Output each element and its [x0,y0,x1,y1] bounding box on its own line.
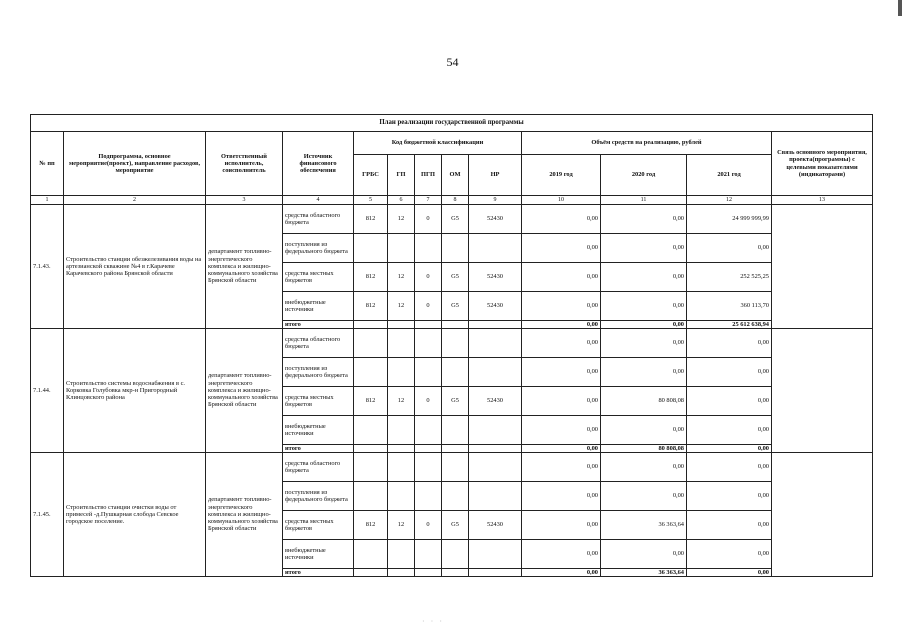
total-empty-cell [388,321,415,329]
total-empty-cell [354,445,388,453]
item-responsible: департамент топливно-энергетического комплекса и жилищно-коммунального хозяйства Брянской области [206,453,283,577]
code-om: G5 [442,205,469,234]
code-pgp: 0 [415,205,442,234]
header-budget-code: Код бюджетной классификации [354,132,522,155]
code-nr [469,453,522,482]
amount-2019: 0,00 [522,453,601,482]
total-empty-cell [442,321,469,329]
amount-2019: 0,00 [522,329,601,358]
code-nr [469,234,522,263]
scan-edge-mark [898,0,902,16]
item-name: Строительство системы водоснабжения в с. Корковка Голубовка мкр-н Пригородный Клинцовского района [64,329,206,453]
amount-2020: 0,00 [601,453,687,482]
code-gp [388,540,415,569]
code-nr: 52430 [469,205,522,234]
col-number: 2 [64,196,206,205]
funding-source: средства местных бюджетов [283,387,354,416]
code-grbs: 812 [354,387,388,416]
col-number: 1 [31,196,64,205]
table-row [31,205,873,234]
total-2021: 0,00 [687,569,772,577]
code-om [442,482,469,511]
code-nr [469,482,522,511]
total-2020: 80 808,08 [601,445,687,453]
header-num: № пп [31,132,64,196]
total-empty-cell [354,569,388,577]
col-number: 10 [522,196,601,205]
program-plan-table [30,114,873,577]
code-gp [388,416,415,445]
total-2019: 0,00 [522,445,601,453]
amount-2021: 0,00 [687,358,772,387]
header-pgp: ПГП [415,155,442,196]
total-empty-cell [388,569,415,577]
amount-2019: 0,00 [522,292,601,321]
funding-source: средства областного бюджета [283,329,354,358]
code-om [442,329,469,358]
code-pgp [415,234,442,263]
code-pgp: 0 [415,387,442,416]
header-link: Связь основного мероприятия, проекта(программы) с целевыми показателями (индикаторами) [772,132,873,196]
funding-source: средства областного бюджета [283,205,354,234]
col-number: 13 [772,196,873,205]
total-label: итого [283,321,354,329]
col-number: 11 [601,196,687,205]
code-nr [469,416,522,445]
header-gp: ГП [388,155,415,196]
code-grbs: 812 [354,205,388,234]
code-gp: 12 [388,387,415,416]
code-nr: 52430 [469,387,522,416]
code-grbs: 812 [354,263,388,292]
total-empty-cell [354,321,388,329]
indicator-link [772,329,873,453]
code-om [442,358,469,387]
col-number: 9 [469,196,522,205]
code-om [442,416,469,445]
item-number: 7.1.44. [31,329,64,453]
header-row-1 [31,132,873,155]
funding-source: поступления из федерального бюджета [283,358,354,387]
item-name: Строительство станции очистки воды от примесей -д.Пушкарная слобода Севское городское поселение. [64,453,206,577]
amount-2021: 24 999 999,99 [687,205,772,234]
table-title-row [31,115,873,132]
code-om: G5 [442,292,469,321]
item-name: Строительство станции обезжелезивания воды на артезианской скважине №4 в г.Карачеве Карачевского района Брянской области [64,205,206,329]
total-2021: 0,00 [687,445,772,453]
item-responsible: департамент топливно-энергетического комплекса и жилищно-коммунального хозяйства Брянской области [206,205,283,329]
amount-2019: 0,00 [522,263,601,292]
total-empty-cell [469,445,522,453]
indicator-link [772,453,873,577]
total-label: итого [283,569,354,577]
header-2020: 2020 год [601,155,687,196]
amount-2019: 0,00 [522,482,601,511]
amount-2019: 0,00 [522,358,601,387]
header-source: Источник финансового обеспечения [283,132,354,196]
code-grbs [354,540,388,569]
total-2021: 25 612 638,94 [687,321,772,329]
amount-2020: 36 363,64 [601,511,687,540]
amount-2019: 0,00 [522,540,601,569]
total-empty-cell [442,569,469,577]
code-grbs [354,453,388,482]
amount-2021: 0,00 [687,540,772,569]
col-number: 12 [687,196,772,205]
amount-2020: 0,00 [601,234,687,263]
funding-source: средства областного бюджета [283,453,354,482]
funding-source: поступления из федерального бюджета [283,482,354,511]
code-gp: 12 [388,292,415,321]
total-2019: 0,00 [522,321,601,329]
table-row [31,329,873,358]
funding-source: средства местных бюджетов [283,511,354,540]
code-pgp: 0 [415,263,442,292]
code-pgp: 0 [415,292,442,321]
header-subprogram: Подпрограмма, основное мероприятие(проект), направление расходов, мероприятие [64,132,206,196]
amount-2021: 0,00 [687,329,772,358]
header-volume: Объём средств на реализацию, рублей [522,132,772,155]
code-pgp [415,540,442,569]
header-om: ОМ [442,155,469,196]
total-empty-cell [415,445,442,453]
table-title: План реализации государственной программы [31,115,873,132]
amount-2019: 0,00 [522,234,601,263]
code-nr [469,358,522,387]
funding-source: внебюджетные источники [283,416,354,445]
code-gp [388,453,415,482]
code-om [442,453,469,482]
page-number: 54 [446,55,459,69]
amount-2019: 0,00 [522,511,601,540]
amount-2021: 0,00 [687,482,772,511]
total-empty-cell [388,445,415,453]
code-om: G5 [442,387,469,416]
funding-source: средства местных бюджетов [283,263,354,292]
amount-2021: 360 113,70 [687,292,772,321]
code-grbs [354,358,388,387]
column-number-row [31,196,873,205]
amount-2020: 0,00 [601,416,687,445]
amount-2021: 0,00 [687,234,772,263]
code-nr: 52430 [469,263,522,292]
amount-2020: 0,00 [601,292,687,321]
amount-2020: 0,00 [601,329,687,358]
code-grbs [354,234,388,263]
funding-source: внебюджетные источники [283,292,354,321]
code-gp [388,482,415,511]
code-om: G5 [442,511,469,540]
code-grbs [354,416,388,445]
total-empty-cell [442,445,469,453]
code-grbs [354,329,388,358]
code-grbs [354,482,388,511]
total-empty-cell [469,321,522,329]
code-pgp [415,358,442,387]
funding-source: поступления из федерального бюджета [283,234,354,263]
total-2020: 0,00 [601,321,687,329]
amount-2021: 0,00 [687,511,772,540]
amount-2020: 0,00 [601,540,687,569]
code-nr [469,540,522,569]
col-number: 7 [415,196,442,205]
col-number: 4 [283,196,354,205]
code-om [442,540,469,569]
amount-2020: 0,00 [601,358,687,387]
amount-2019: 0,00 [522,205,601,234]
code-nr: 52430 [469,292,522,321]
amount-2021: 252 525,25 [687,263,772,292]
code-gp: 12 [388,205,415,234]
header-nr: НР [469,155,522,196]
code-gp [388,329,415,358]
col-number: 3 [206,196,283,205]
total-empty-cell [469,569,522,577]
item-number: 7.1.45. [31,453,64,577]
amount-2021: 0,00 [687,453,772,482]
code-grbs: 812 [354,511,388,540]
amount-2019: 0,00 [522,416,601,445]
code-gp [388,358,415,387]
total-empty-cell [415,321,442,329]
amount-2020: 0,00 [601,482,687,511]
header-2021: 2021 год [687,155,772,196]
item-responsible: департамент топливно-энергетического комплекса и жилищно-коммунального хозяйства Брянской области [206,329,283,453]
code-gp [388,234,415,263]
header-grbs: ГРБС [354,155,388,196]
scan-noise: · · · [422,617,444,626]
total-label: итого [283,445,354,453]
code-pgp [415,416,442,445]
code-pgp: 0 [415,511,442,540]
code-om: G5 [442,263,469,292]
amount-2019: 0,00 [522,387,601,416]
code-gp: 12 [388,511,415,540]
item-number: 7.1.43. [31,205,64,329]
code-grbs: 812 [354,292,388,321]
code-nr: 52430 [469,511,522,540]
total-empty-cell [415,569,442,577]
amount-2020: 0,00 [601,263,687,292]
code-pgp [415,453,442,482]
col-number: 5 [354,196,388,205]
amount-2020: 80 808,08 [601,387,687,416]
total-2019: 0,00 [522,569,601,577]
indicator-link [772,205,873,329]
code-pgp [415,482,442,511]
code-pgp [415,329,442,358]
header-responsible: Ответственный исполнитель, соисполнитель [206,132,283,196]
col-number: 6 [388,196,415,205]
header-2019: 2019 год [522,155,601,196]
amount-2021: 0,00 [687,387,772,416]
col-number: 8 [442,196,469,205]
code-gp: 12 [388,263,415,292]
table-row [31,453,873,482]
code-nr [469,329,522,358]
amount-2021: 0,00 [687,416,772,445]
amount-2020: 0,00 [601,205,687,234]
total-2020: 36 363,64 [601,569,687,577]
funding-source: внебюджетные источники [283,540,354,569]
code-om [442,234,469,263]
